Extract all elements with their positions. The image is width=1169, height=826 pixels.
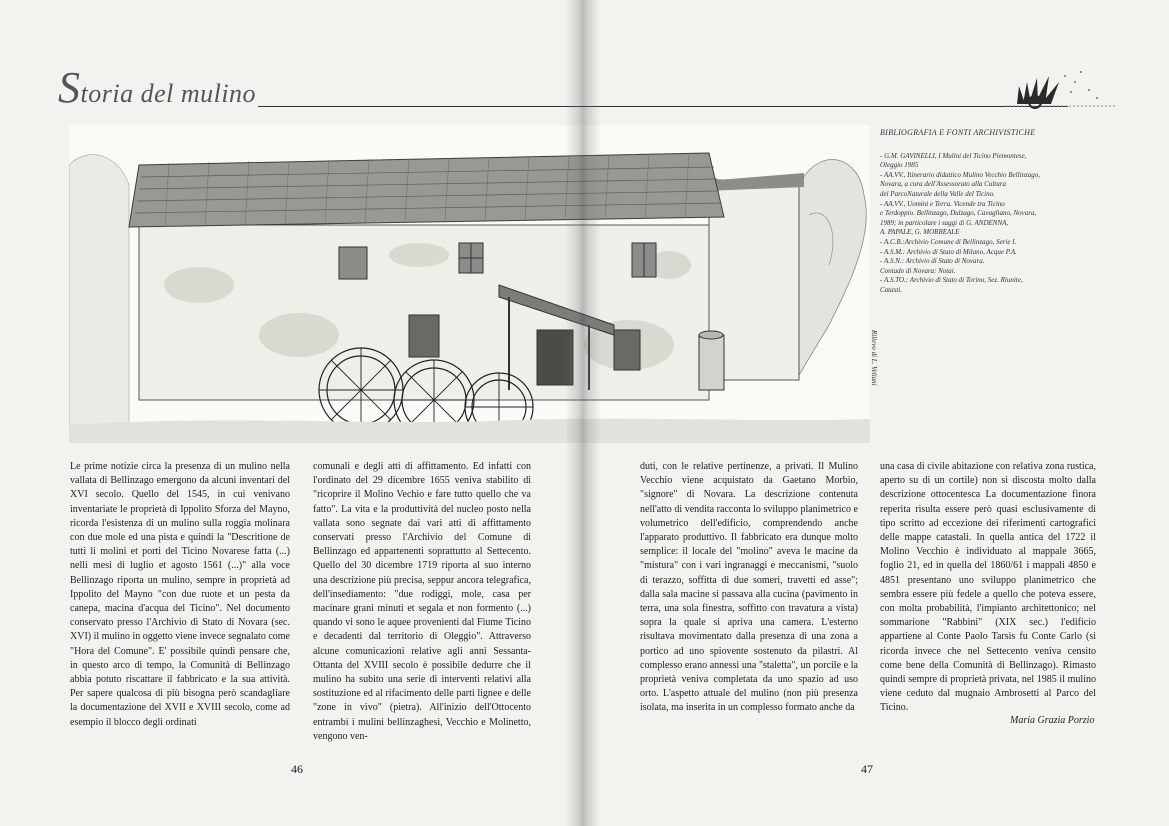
page-number-left: 46: [291, 762, 303, 776]
credit-text: Rilievo di L. Veliani: [870, 330, 878, 386]
bibliography-line: - A.S.TO.: Archivio di Stato di Torino, Sez. Riunite,: [880, 276, 1023, 285]
bibliography-line: 1989; in particolare i saggi di G. ANDENNA,: [880, 218, 1009, 227]
text-column-1: [70, 460, 290, 730]
text-column-3: [640, 460, 858, 716]
bibliography-line: - AA.VV., Uomini e Terra. Vicende tra Ticino: [880, 199, 1005, 208]
mill-illustration: [69, 125, 870, 443]
text-column-4: [880, 460, 1096, 716]
bibliography-line: Contado di Novara: Notai.: [880, 266, 956, 275]
title-text: toria del mulino: [80, 79, 257, 108]
text-column-2: [313, 460, 531, 744]
bibliography-heading: BIBLIOGRAFIA E FONTI ARCHIVISTICHE: [880, 128, 1036, 137]
page-number-right: 47: [861, 762, 873, 776]
bibliography-line: del ParcoNaturale della Valle del Ticino.: [880, 189, 995, 198]
bibliography-line: e Terdoppio. Bellinzago, Dulzago, Cavagliano, Novara,: [880, 209, 1037, 218]
book-gutter: [565, 0, 601, 826]
illustration-credit: [870, 330, 884, 440]
bibliography-line: - G.M. GAVINELLI, I Mulini del Ticino Piemontese,: [880, 151, 1027, 160]
column-text: comunali e degli atti di affittamento. Ed infatti con l'ordinato del 29 dicembre 1655 veniva stabilito di "ricoprire il Molino Vechio e fare tutto quello che va fatto". La vita e la produttività del nucleo posto nella vallata sono segnate dai vari atti di affittamento conservati presso l'Archivio del Comune di Bellinzago ed appartenenti soprattutto al Settecento. Quello del 30 dicembre 1719 riporta al suo interno una descrizione più precisa, seppur ancora telegrafica, dell'insediamento: "due rodiggi, mole, casa per macinare grani minuti et segala et non formento (...) quando vi sono le aquee provenienti dal Fiume Ticino e decadenti dal territorio di Oleggio". Attraverso alcune comunicazioni relative agli anni Sessanta-Ottanta del XVIII secolo è possibile dedurre che il mulino ha subito una serie di interventi relativi alla sostituzione ed al rifacimento delle parti lignee e delle "zone in vivo" (pietra). All'inizio dell'Ottocento entrambi i mulini bellinzaghesi, Vecchio e Molinetto, vengono ven-: [313, 461, 531, 742]
mill-wheel-logo: [1005, 62, 1115, 110]
title-initial: S: [58, 63, 81, 112]
author-signature: Maria Grazia Porzio: [1010, 715, 1095, 726]
bibliography-line: - A.S.M.: Archivio di Stato di Milano, Acque P.A.: [880, 247, 1017, 256]
bibliography-line: - A.S.N.: Archivio di Stato di Novara.: [880, 257, 985, 266]
column-text: una casa di civile abitazione con relativa zona rustica, aperto su di un cortile) non si discosta molto dalla descrizione ottocentesca La documentazione finora reperita risulta essere però quasi esclusivamente di tipo scritto ad eccezione dei riferimenti cartografici delle mappe catastali. In quella antica del 1722 il Molino Vecchio è individuato al mappale 3665, foglio 21, ed in quella del 1860/61 i mappali 4850 e 4851 presentano uno sviluppo planimetrico che sembra essere più fedele a quello che poteva essere, con molta probabilità, l'impianto architettonico; nel sommarione "Rabbini" (XIX sec.) l'edificio appartiene al Conte Paolo Tarsis fu Conte Carlo (si ricorda invece che nel Settecento veniva censito come bene della Comunità di Bellinzago). Rimasto quindi sempre di proprietà privata, nel 1985 il mulino viene ceduto dal mugnaio Ambrosetti al Parco del Ticino.: [880, 461, 1096, 714]
bibliography-line: - AA.VV., Itinerario didattico Mulino Vecchio Bellinzago,: [880, 170, 1040, 179]
bibliography-line: - A.C.B.:Archivio Comune di Bellinzago, Serie I.: [880, 237, 1017, 246]
column-text: duti, con le relative pertinenze, a privati. Il Mulino Vecchio viene acquistato da Gaetano Morbio, "signore" di Novara. La descrizione contenuta nell'atto di vendita racconta lo sviluppo planimetrico e volumetrico dell'edificio, comprendendo anche l'apparato produttivo. Il fabbricato era dunque molto semplice: il locale del "molino" aveva le macine da "mistura" con i vari ingranaggi e meccanismi, "suolo di terazzo, soffitta di due someri, travetti ed asse"; dalla sala macine si passava alla cucina (pavimento in terra, una sola finestra, soffitto con travatura a vista) sopra la quale si apriva una camera. L'esterno risultava movimentato dalla presenza di una zona a portico ad uno spiovente sostenuto da pilastri. Al complesso erano annessi una "staletta", un porcile e la proprietà veniva completata da uno spazio ad uso orto. L'aspetto attuale del mulino (non più presenza isolata, ma inserita in un complesso formato anche da: [640, 461, 858, 714]
bibliography: [880, 128, 1060, 296]
bibliography-line: A. PAPALE, G. MORREALE: [880, 228, 960, 237]
bibliography-line: Catasti.: [880, 285, 902, 294]
bibliography-line: Novara, a cura dell'Assessorato alla Cultura: [880, 180, 1006, 189]
section-title: [58, 62, 256, 113]
title-rule: [258, 106, 1068, 107]
bibliography-line: Oleggio 1985: [880, 161, 919, 170]
column-text: Le prime notizie circa la presenza di un mulino nella vallata di Bellinzago emergono da alcuni inventari del XVI secolo. Quello del 1545, in cui venivano inventariate le proprietà di Ippolito Sforza del Mayno, ricorda l'esistenza di un mulino sulla roggia molinara con due mole ed una pista e quindi la "Descritione de tutti li molini et porti del Ticino Novarese fatta (...) nelli mesi di luglio et agosto 1561 (...)" alla voce Bellinzago riporta un mulino, sempre in proprietà ad Ippolito del Mayno "con due ruote et un pesta da canepa, macina d'acqua del Ticino". Nel documento conservato presso l'Archivio di Stato di Novara (sec. XVI) il mulino in oggetto viene invece segnalato come "Hora del Comune". E' possibile quindi pensare che, in questo arco di tempo, la Comunità di Bellinzago abbia potuto riscattare il fabbricato e la sua attività. Per sapere qualcosa di più bisogna però scandagliare la documentazione del XVII e XVIII secolo, come ad esempio il blocco degli ordinati: [70, 461, 290, 728]
